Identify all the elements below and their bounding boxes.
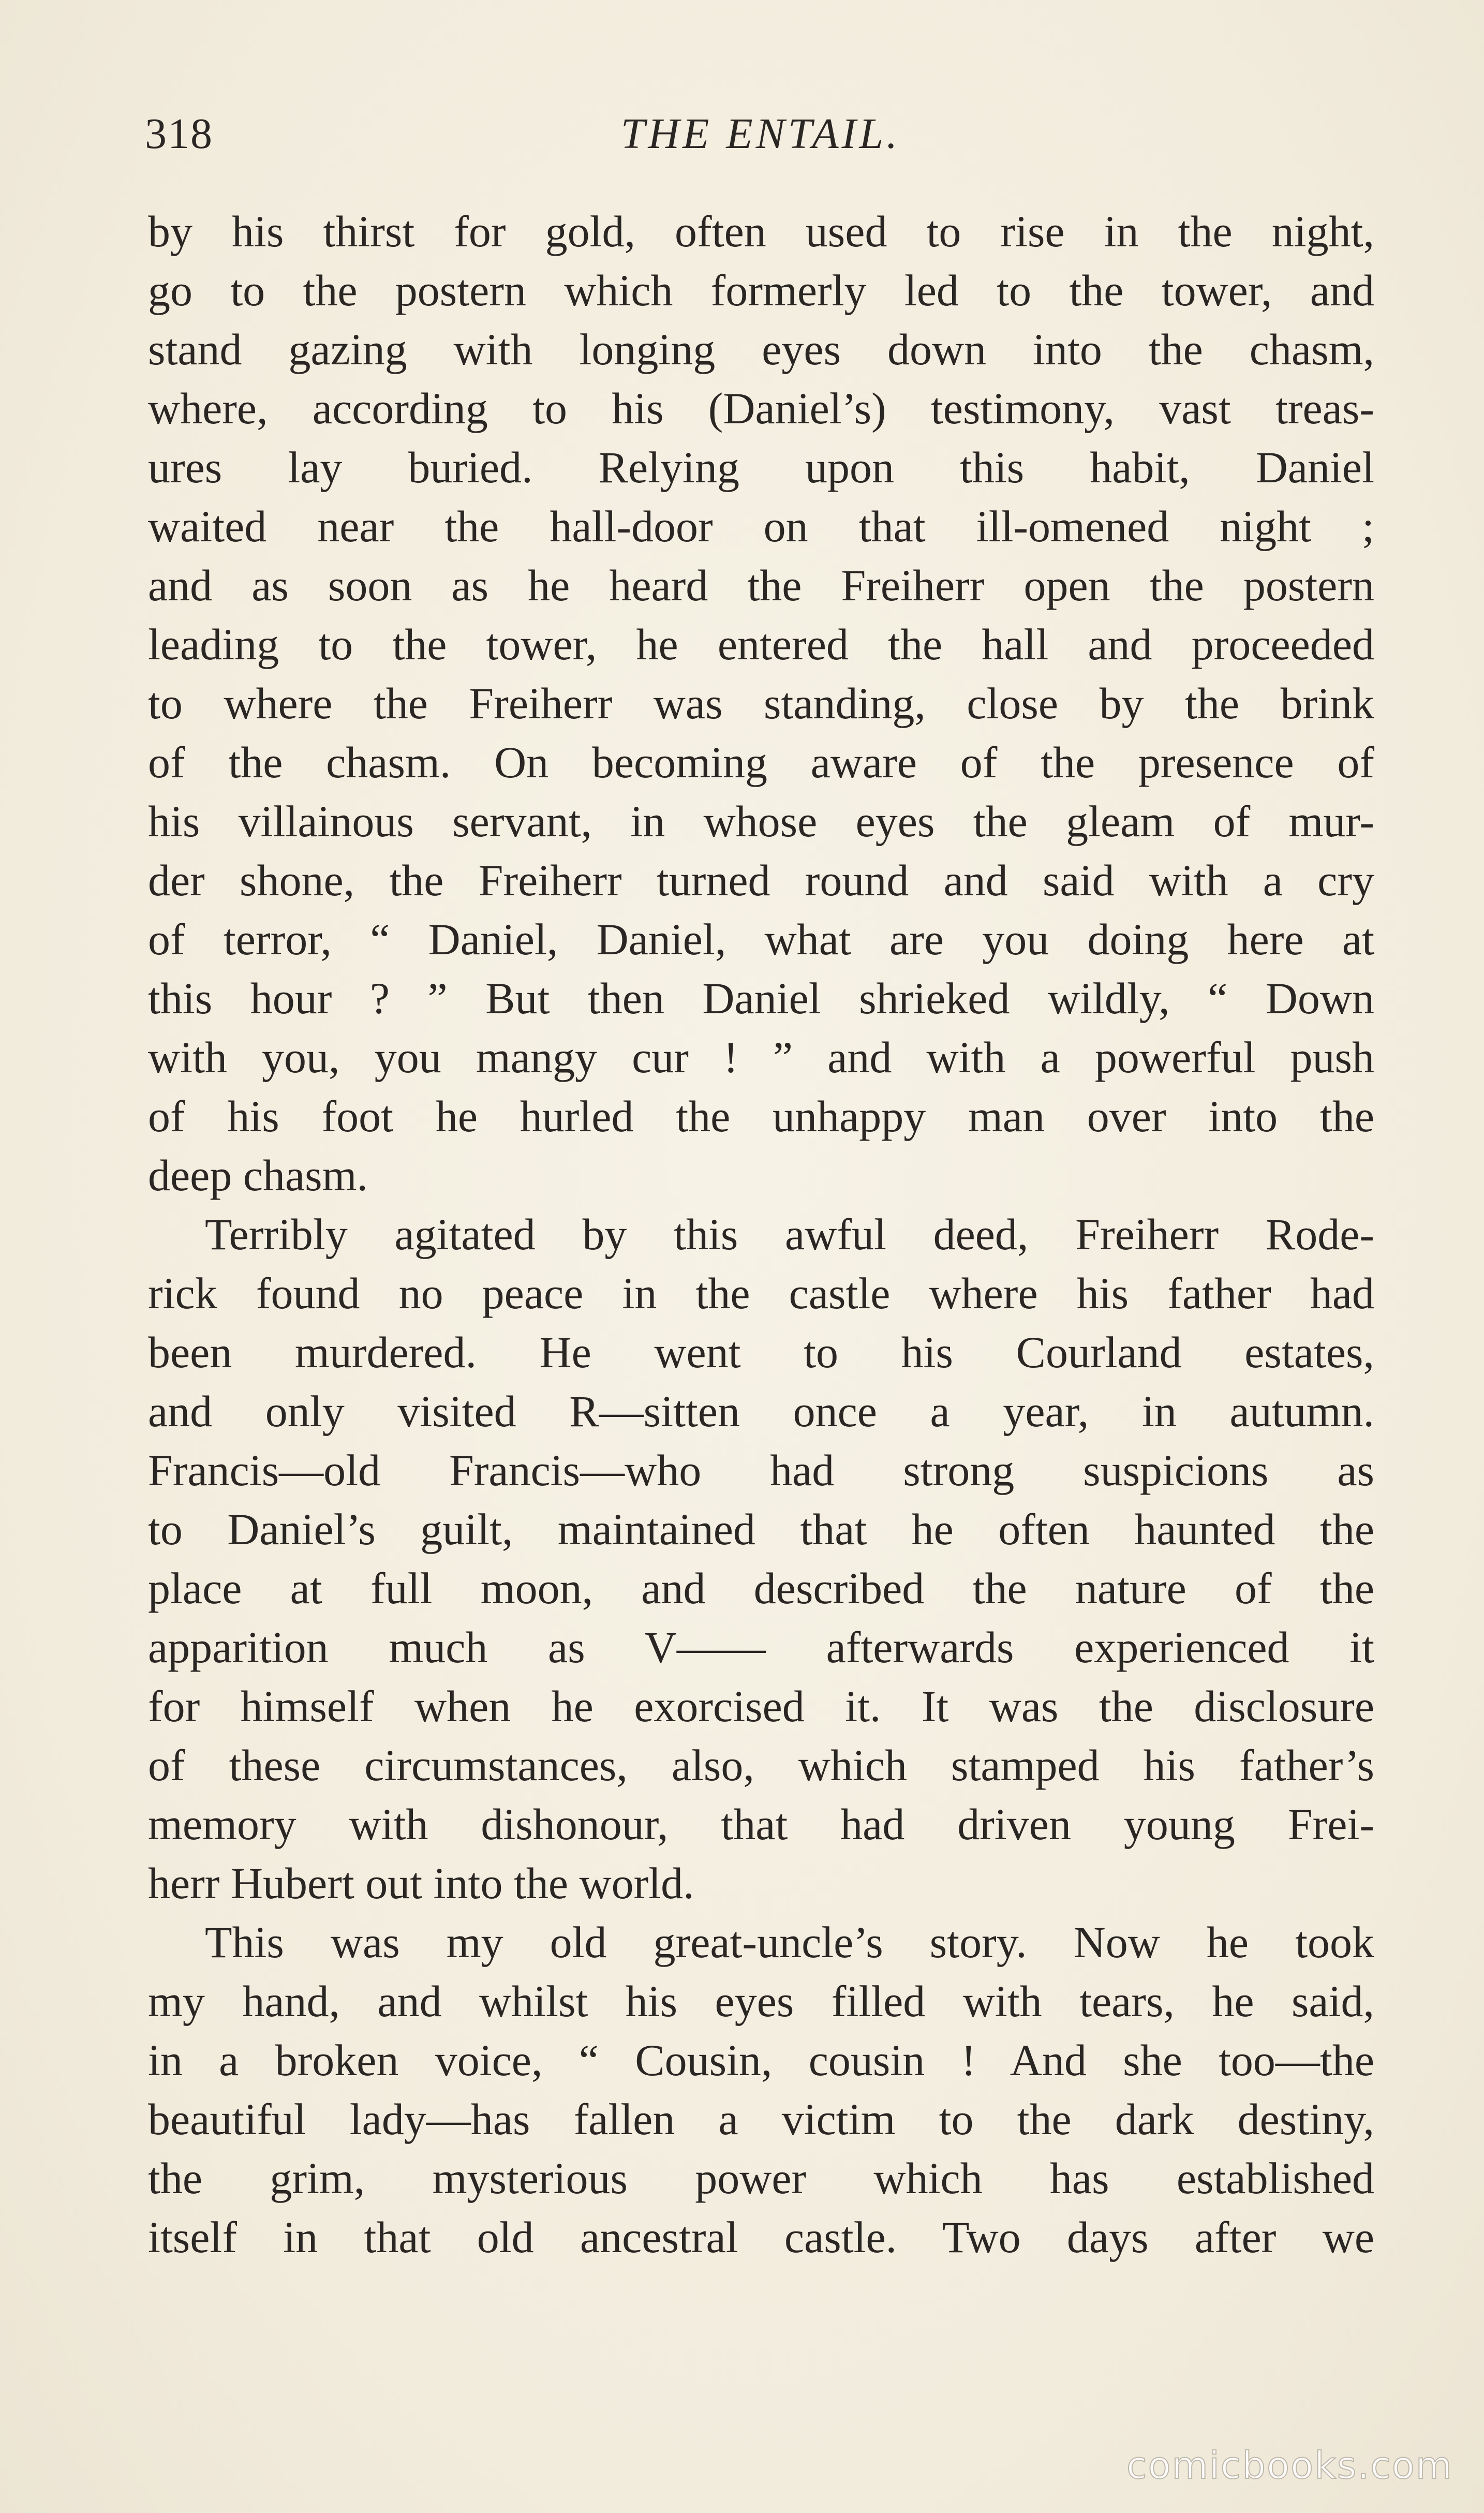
- text-line: memory with dishonour, that had driven young Frei-: [148, 1799, 1374, 1849]
- page-number: 318: [145, 110, 213, 158]
- text-line: his villainous servant, in whose eyes the gleam of mur-: [148, 796, 1374, 846]
- text-line: and as soon as he heard the Freiherr open the postern: [148, 560, 1374, 610]
- text-line: place at full moon, and described the nature of the: [148, 1563, 1374, 1613]
- text-line: Francis—old Francis—who had strong suspicions as: [148, 1445, 1374, 1495]
- text-line: ures lay buried. Relying upon this habit, Daniel: [148, 442, 1374, 492]
- text-line: deep chasm.: [148, 1150, 368, 1200]
- text-line: by his thirst for gold, often used to rise in the night,: [148, 206, 1374, 256]
- running-title: THE ENTAIL.: [620, 110, 901, 158]
- text-line: This was my old great-uncle’s story. Now he took: [205, 1917, 1374, 1967]
- text-line: for himself when he exorcised it. It was the disclosure: [148, 1681, 1374, 1731]
- text-line: with you, you mangy cur ! ” and with a powerful push: [148, 1032, 1374, 1082]
- text-line: my hand, and whilst his eyes filled with tears, he said,: [148, 1976, 1374, 2026]
- text-line: herr Hubert out into the world.: [148, 1858, 694, 1908]
- text-line: Terribly agitated by this awful deed, Freiherr Rode-: [205, 1209, 1374, 1259]
- text-line: been murdered. He went to his Courland estates,: [148, 1327, 1374, 1377]
- text-line: waited near the hall-door on that ill-omened night ;: [148, 501, 1374, 551]
- text-line: go to the postern which formerly led to the tower, and: [148, 265, 1374, 315]
- text-line: der shone, the Freiherr turned round and said with a cry: [148, 855, 1374, 905]
- text-line: where, according to his (Daniel’s) testimony, vast treas-: [148, 383, 1374, 433]
- watermark: comicbooks.com: [1126, 2444, 1453, 2487]
- page-header: [145, 104, 1376, 166]
- text-line: beautiful lady—has fallen a victim to the dark destiny,: [148, 2094, 1374, 2144]
- text-line: to Daniel’s guilt, maintained that he often haunted the: [148, 1504, 1374, 1554]
- text-line: the grim, mysterious power which has established: [148, 2153, 1374, 2203]
- text-line: and only visited R—sitten once a year, in autumn.: [148, 1386, 1374, 1436]
- text-line: of the chasm. On becoming aware of the presence of: [148, 737, 1374, 787]
- text-line: of terror, “ Daniel, Daniel, what are you doing here at: [148, 914, 1374, 964]
- text-line: this hour ? ” But then Daniel shrieked wildly, “ Down: [148, 973, 1374, 1023]
- text-line: itself in that old ancestral castle. Two days after we: [148, 2212, 1374, 2262]
- text-line: to where the Freiherr was standing, close by the brink: [148, 678, 1374, 728]
- body-text: [148, 202, 1374, 2267]
- text-line: in a broken voice, “ Cousin, cousin ! And she too—the: [148, 2035, 1374, 2085]
- text-line: of his foot he hurled the unhappy man over into the: [148, 1091, 1374, 1141]
- text-line: rick found no peace in the castle where his father had: [148, 1268, 1374, 1318]
- text-line: of these circumstances, also, which stamped his father’s: [148, 1740, 1374, 1790]
- text-line: leading to the tower, he entered the hall and proceeded: [148, 619, 1374, 669]
- text-line: stand gazing with longing eyes down into the chasm,: [148, 324, 1374, 374]
- text-line: apparition much as V—— afterwards experienced it: [148, 1622, 1374, 1672]
